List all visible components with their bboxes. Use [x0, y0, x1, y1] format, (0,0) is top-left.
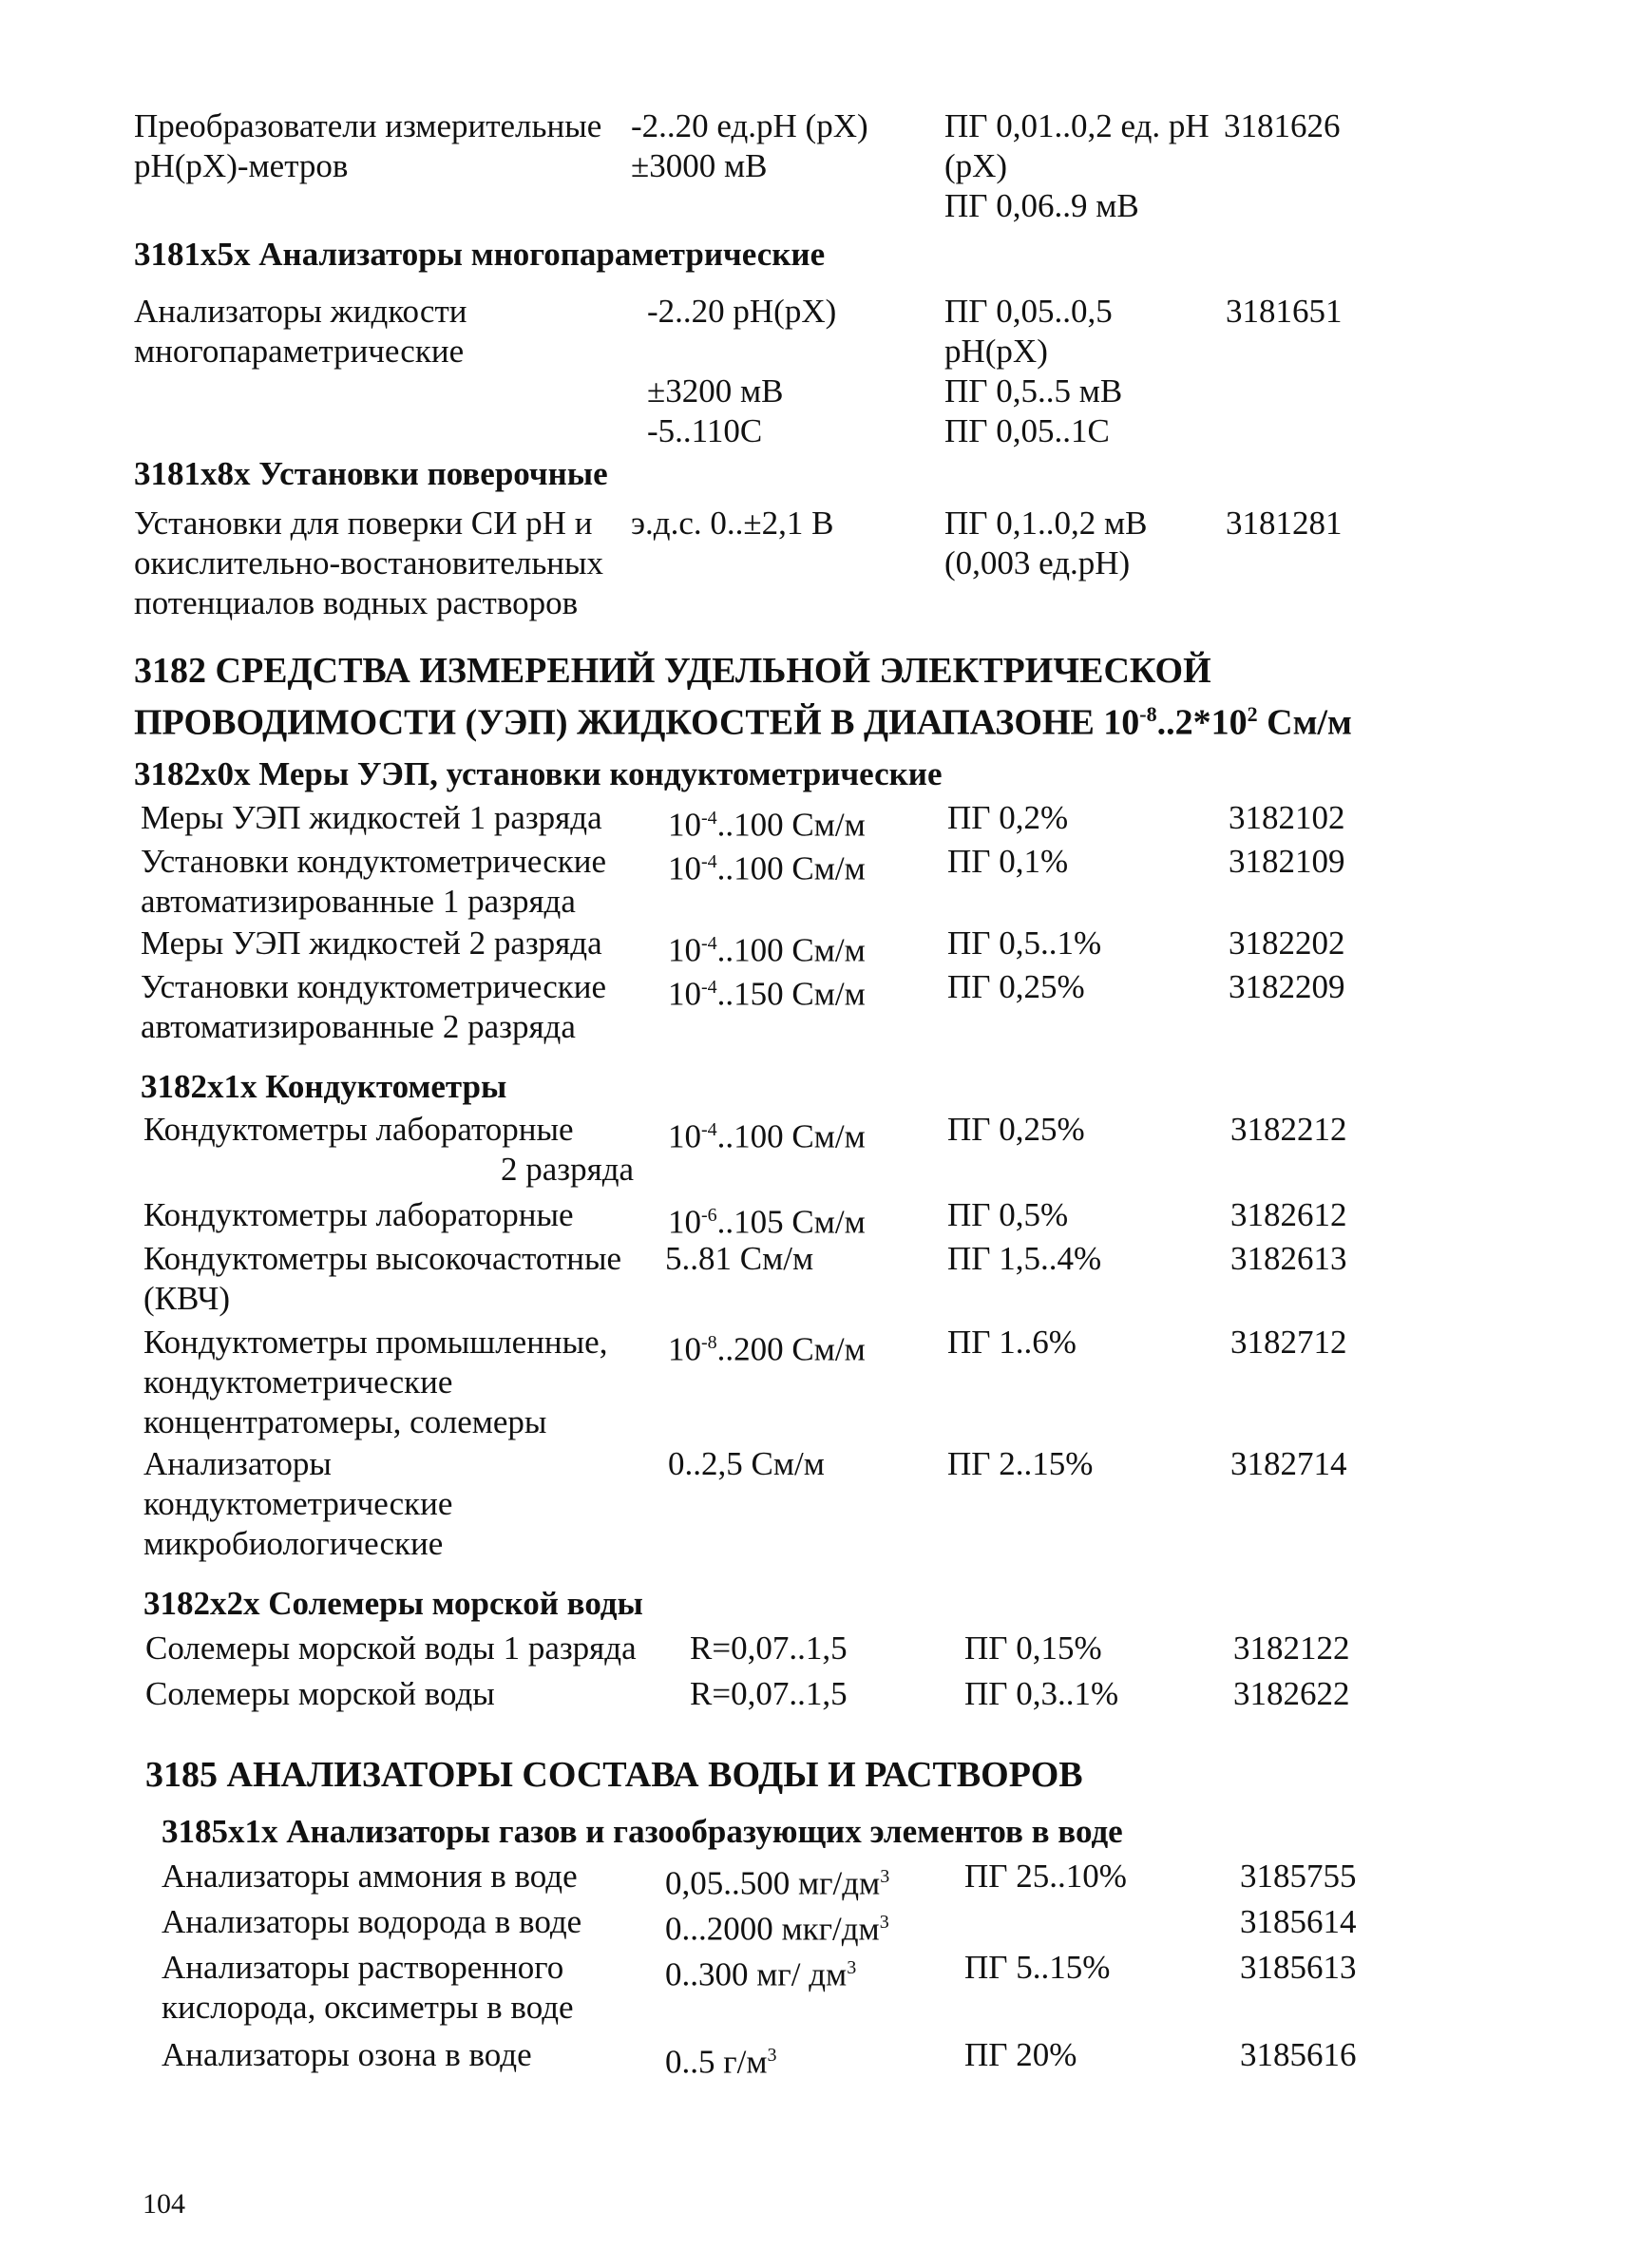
item-range: э.д.с. 0..±2,1 В [631, 505, 834, 542]
item-range [665, 1948, 856, 1995]
item-name: Солемеры морской воды 1 разряда [145, 1630, 637, 1667]
item-range: 5..81 См/м [665, 1240, 814, 1277]
item-name: Анализаторы водорода в воде [162, 1903, 582, 1940]
item-range [668, 1110, 866, 1157]
exponent: 3 [879, 1912, 889, 1933]
item-range [665, 1902, 889, 1950]
item-name: Анализаторы кондуктометрические микробиологические [143, 1445, 453, 1562]
item-range: R=0,07..1,5 [690, 1630, 848, 1667]
item-code: 3182122 [1233, 1630, 1350, 1667]
item-accuracy: ПГ 0,5% [947, 1196, 1069, 1233]
range-base: 10 [668, 849, 701, 887]
range-rest: ..100 См/м [716, 1117, 866, 1155]
item-accuracy: ПГ 0,1% [947, 843, 1069, 880]
item-range [668, 798, 866, 846]
item-range [668, 1323, 866, 1370]
item-range: -2..20 ед.pH (pX) ±3000 мВ [631, 107, 868, 184]
item-code: 3182612 [1230, 1196, 1347, 1233]
range-base: 10 [668, 1203, 701, 1241]
page-number: 104 [143, 2188, 185, 2220]
exponent: 3 [880, 1866, 890, 1887]
item-code: 3181626 [1224, 107, 1341, 144]
item-range: 0..2,5 См/м [668, 1445, 825, 1482]
item-name: Меры УЭП жидкостей 1 разряда [141, 799, 602, 836]
item-name: Кондуктометры лабораторные [143, 1111, 574, 1148]
subsection-heading: 3181x5x Анализаторы многопараметрические [134, 236, 826, 273]
exponent: -4 [701, 977, 717, 998]
item-code: 3185755 [1240, 1858, 1357, 1895]
item-code: 3182109 [1229, 843, 1345, 880]
item-name: Анализаторы растворенного кислорода, оксиметры в воде [162, 1949, 574, 2026]
item-accuracy: ПГ 0,01..0,2 ед. pH (pX) ПГ 0,06..9 мВ [944, 107, 1210, 224]
range-base: 10 [668, 1330, 701, 1368]
exponent: 3 [767, 2045, 777, 2066]
range-rest: ..150 См/м [716, 975, 866, 1013]
section-heading [134, 693, 1352, 745]
exponent: 3 [847, 1957, 857, 1978]
item-name: Солемеры морской воды [145, 1675, 495, 1712]
item-code: 3185613 [1240, 1949, 1357, 1986]
item-accuracy: ПГ 1,5..4% [947, 1240, 1102, 1277]
item-code: 3182613 [1230, 1240, 1347, 1277]
exponent: 2 [1247, 702, 1258, 726]
exponent: -4 [701, 933, 717, 954]
item-name: Кондуктометры лабораторные [143, 1196, 574, 1233]
range-rest: ..100 См/м [716, 931, 866, 969]
exponent: -6 [701, 1205, 717, 1226]
item-code: 3185614 [1240, 1903, 1357, 1940]
range-rest: ..100 См/м [716, 849, 866, 887]
item-accuracy: ПГ 0,3..1% [964, 1675, 1119, 1712]
item-code: 3181281 [1226, 505, 1343, 542]
range-rest: ..200 См/м [716, 1330, 866, 1368]
subsection-heading: 3181x8x Установки поверочные [134, 455, 608, 492]
item-accuracy: ПГ 20% [964, 2036, 1077, 2073]
item-name: Преобразователи измерительные pH(pX)-метров [134, 107, 602, 184]
range-base: 0...2000 мкг/дм [665, 1910, 880, 1948]
item-code: 3182102 [1229, 799, 1345, 836]
range-rest: ..100 См/м [716, 806, 866, 844]
subsection-heading: 3182x0x Меры УЭП, установки кондуктометрические [134, 755, 943, 792]
item-accuracy: ПГ 0,25% [947, 968, 1085, 1005]
item-code: 3182212 [1230, 1111, 1347, 1148]
subsection-heading: 3185x1x Анализаторы газов и газообразующих элементов в воде [162, 1813, 1123, 1850]
item-accuracy: ПГ 5..15% [964, 1949, 1111, 1986]
item-accuracy: ПГ 0,25% [947, 1111, 1085, 1148]
item-accuracy: ПГ 2..15% [947, 1445, 1094, 1482]
range-base: 0,05..500 мг/дм [665, 1864, 881, 1902]
exponent: -4 [701, 808, 717, 829]
exponent: -4 [701, 1119, 717, 1140]
exponent: -8 [701, 1332, 717, 1353]
item-code: 3182202 [1229, 924, 1345, 962]
item-range [668, 1195, 866, 1243]
item-accuracy: ПГ 0,1..0,2 мВ (0,003 ед.pH) [944, 505, 1148, 581]
item-accuracy: ПГ 0,2% [947, 799, 1069, 836]
range-base: 10 [668, 931, 701, 969]
heading-text: См/м [1257, 702, 1352, 743]
exponent: -4 [701, 851, 717, 872]
item-accuracy: ПГ 0,15% [964, 1630, 1102, 1667]
range-base: 10 [668, 975, 701, 1013]
item-name: Установки кондуктометрические автоматизированные 1 разряда [141, 843, 607, 920]
section-heading: 3182 СРЕДСТВА ИЗМЕРЕНИЙ УДЕЛЬНОЙ ЭЛЕКТРИЧЕСКОЙ [134, 651, 1211, 691]
item-accuracy: ПГ 0,5..1% [947, 924, 1102, 962]
item-code: 3185616 [1240, 2036, 1357, 2073]
item-accuracy: ПГ 0,05..0,5 pH(pX) ПГ 0,5..5 мВ ПГ 0,05..1С [944, 293, 1123, 449]
item-range [665, 1857, 889, 1904]
subsection-heading: 3182x1x Кондуктометры [141, 1068, 507, 1105]
item-name: Кондуктометры промышленные, кондуктометрические концентратомеры, солемеры [143, 1324, 608, 1440]
item-range [668, 967, 866, 1015]
item-accuracy: ПГ 1..6% [947, 1324, 1077, 1361]
heading-text: ПРОВОДИМОСТИ (УЭП) ЖИДКОСТЕЙ В ДИАПАЗОНЕ 10 [134, 702, 1140, 743]
item-code: 3182209 [1229, 968, 1345, 1005]
subsection-heading: 3182x2x Солемеры морской воды [143, 1585, 643, 1622]
item-accuracy: ПГ 25..10% [964, 1858, 1127, 1895]
item-range [668, 842, 866, 889]
item-code: 3182712 [1230, 1324, 1347, 1361]
item-code: 3182714 [1230, 1445, 1347, 1482]
heading-text: ..2*10 [1156, 702, 1248, 743]
item-code: 3182622 [1233, 1675, 1350, 1712]
item-range [668, 924, 866, 971]
item-name: Анализаторы жидкости многопараметрические [134, 293, 467, 370]
exponent: -8 [1139, 702, 1157, 726]
item-name-continuation: 2 разряда [501, 1151, 635, 1188]
item-range: -2..20 pH(pX) ±3200 мВ -5..110С [647, 293, 837, 449]
section-heading: 3185 АНАЛИЗАТОРЫ СОСТАВА ВОДЫ И РАСТВОРОВ [145, 1755, 1083, 1795]
range-base: 10 [668, 806, 701, 844]
item-range: R=0,07..1,5 [690, 1675, 848, 1712]
item-code: 3181651 [1226, 293, 1343, 330]
range-rest: ..105 См/м [716, 1203, 866, 1241]
item-name: Анализаторы аммония в воде [162, 1858, 578, 1895]
range-base: 0..300 мг/ дм [665, 1955, 848, 1993]
item-name: Установки для поверки СИ pH и окислительно-востановительных потенциалов водных растворов [134, 505, 604, 621]
item-name: Меры УЭП жидкостей 2 разряда [141, 924, 602, 962]
item-name: Установки кондуктометрические автоматизированные 2 разряда [141, 968, 607, 1045]
range-base: 10 [668, 1117, 701, 1155]
item-name: Анализаторы озона в воде [162, 2036, 532, 2073]
item-name: Кондуктометры высокочастотные (КВЧ) [143, 1240, 622, 1317]
range-base: 0..5 г/м [665, 2043, 768, 2081]
item-range [665, 2035, 776, 2083]
